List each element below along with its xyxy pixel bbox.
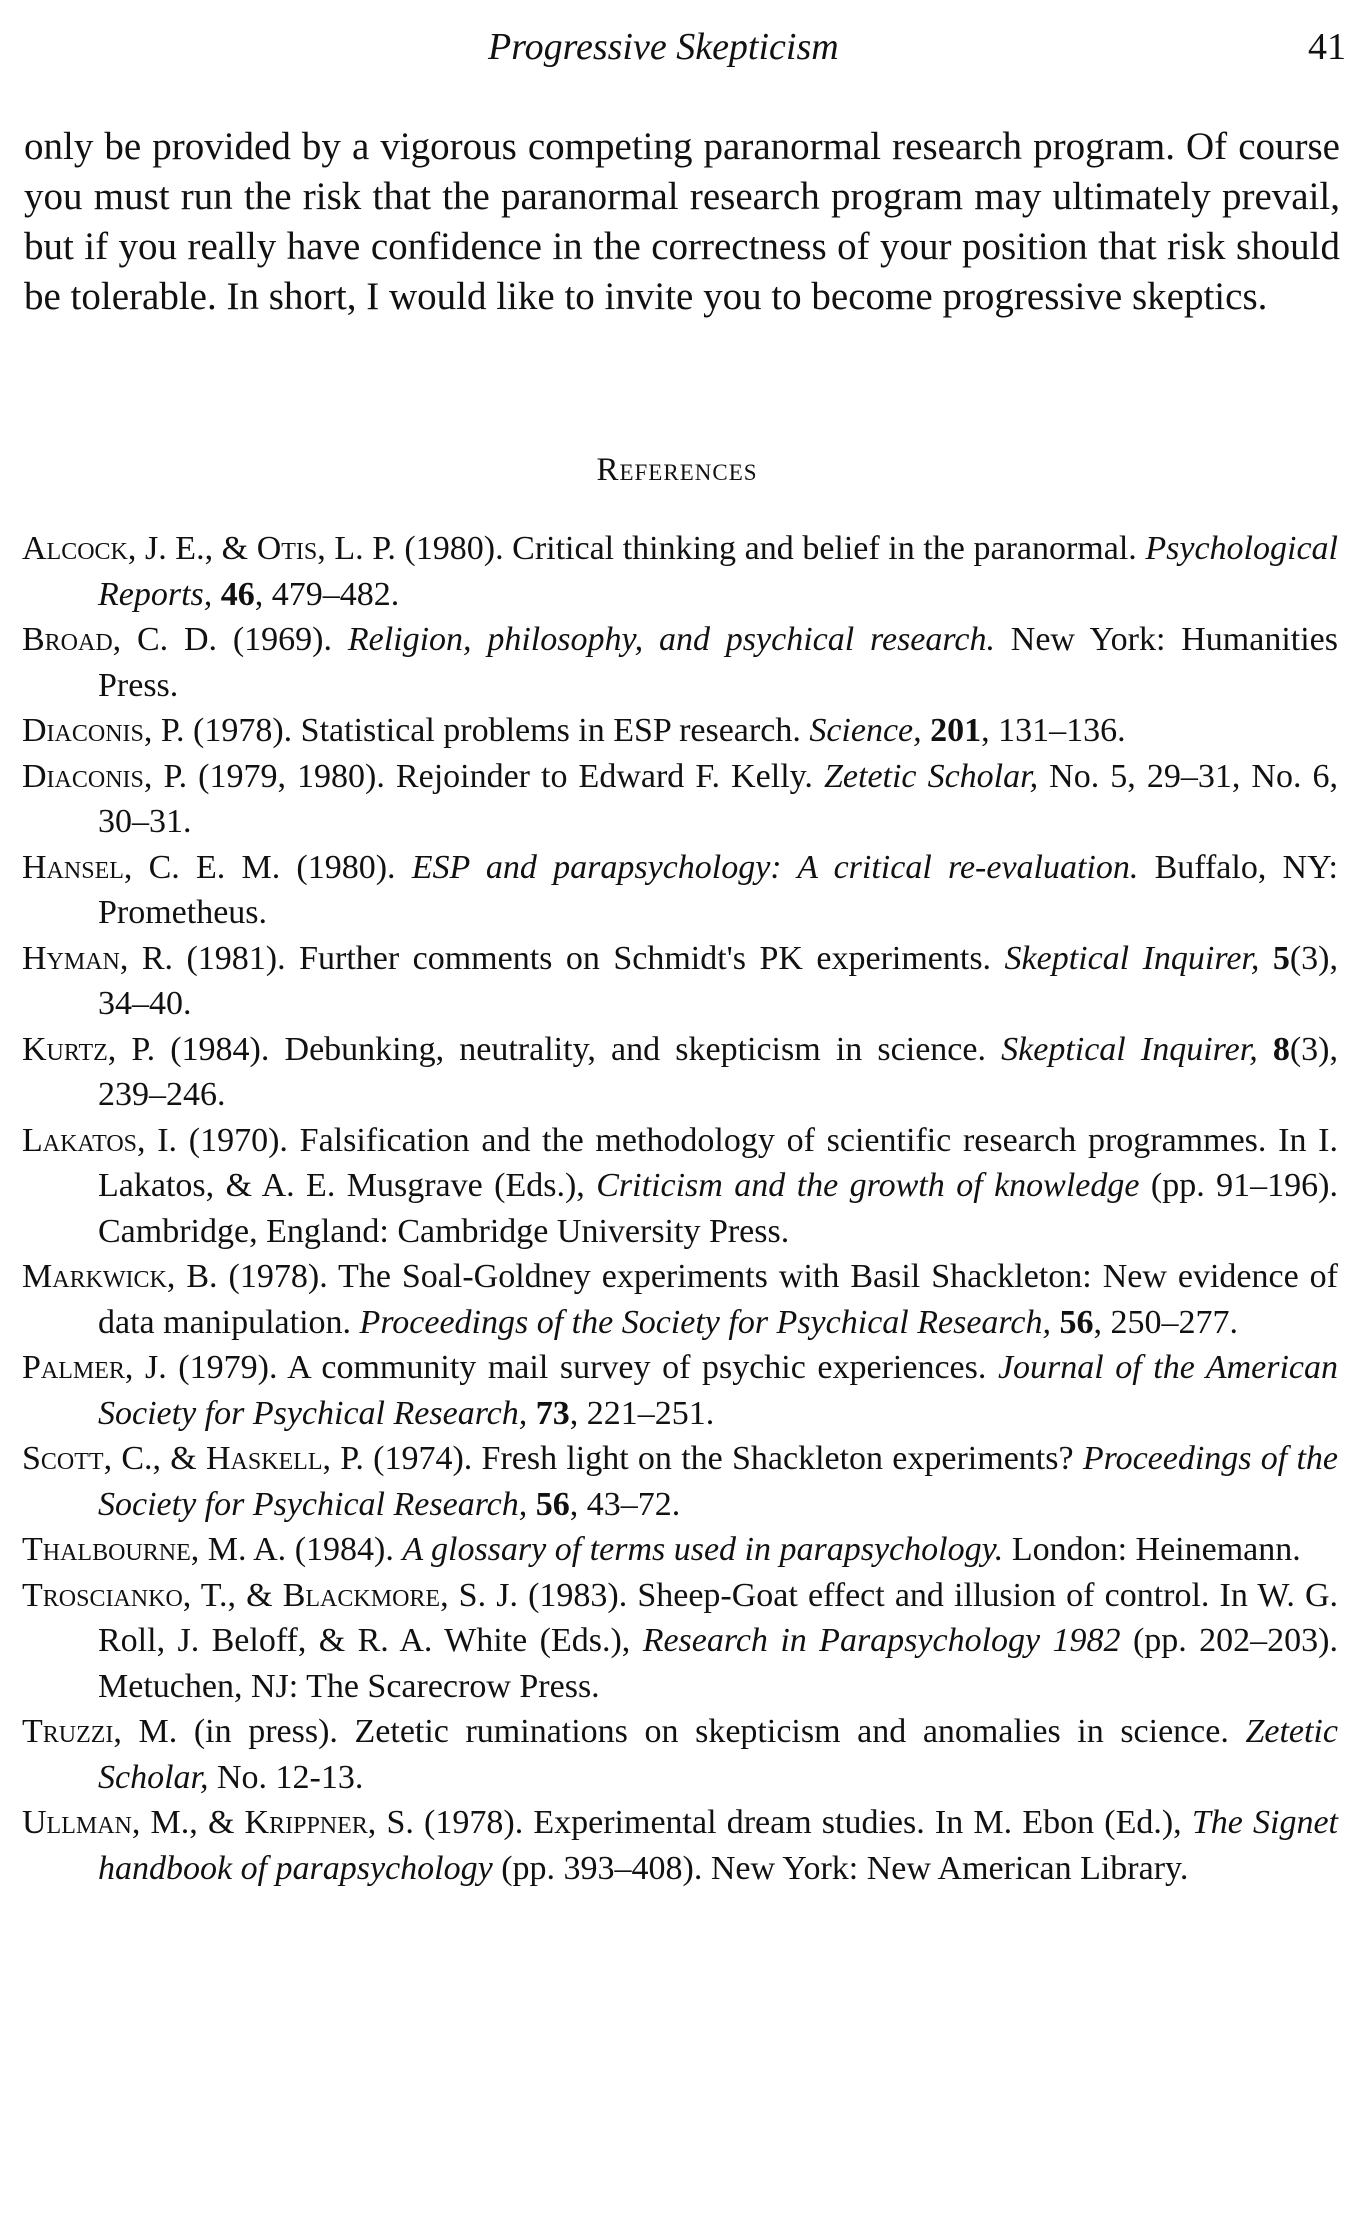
reference-source: Psychological Reports, [98,530,1338,613]
reference-entry [22,1709,1338,1800]
reference-tail: No. 5, 29–31, No. 6, 30–31. [98,757,1339,840]
reference-text: (1969). [217,621,348,658]
reference-source: ESP and parapsychology: A critical re-evaluation. [411,848,1139,886]
body-paragraph: only be provided by a vigorous competing paranormal research program. Of course you must run the risk that the paranormal research program may ultimately prevail, but if you really have confidence in the correctness of your position that risk should be tolerable. In short, I would like to invite you to become progressive skeptics. [24,125,1340,318]
reference-tail: Buffalo, NY: Prometheus. [98,848,1338,931]
reference-tail: (pp. 202–203). Metuchen, NJ: The Scarecrow Press. [98,1622,1338,1705]
reference-source: Criticism and the growth of knowledge [596,1167,1140,1204]
reference-authors: Alcock, J. E., & Otis, L. P. [22,530,396,567]
reference-entry [22,1254,1338,1345]
reference-volume: 73 [527,1394,570,1432]
reference-volume: 201 [921,712,982,749]
reference-authors: Scott, C., & Haskell, P. [22,1440,364,1477]
reference-entry [22,526,1338,617]
reference-source: Zetetic Scholar, [824,757,1039,795]
reference-text: (1980). [280,848,412,886]
reference-authors: Diaconis, P. [22,757,188,795]
reference-text: (in press). Zetetic ruminations on skepticism and anomalies in science. [177,1713,1246,1750]
running-head [0,22,1354,72]
reference-entry [22,1573,1338,1710]
reference-volume: 56 [527,1485,570,1523]
reference-authors: Hansel, C. E. M. [22,848,281,886]
reference-authors: Thalbourne, M. A. [22,1531,287,1568]
reference-text: (1980). Critical thinking and belief in the paranormal. [395,530,1146,567]
reference-entry [22,754,1338,845]
reference-authors: Palmer, J. [22,1349,167,1386]
reference-entry [22,845,1338,936]
reference-tail: (pp. 393–408). New York: New American Library. [492,1849,1189,1887]
reference-source: Religion, philosophy, and psychical research. [347,621,995,658]
reference-volume: 46 [212,575,255,613]
reference-authors: Diaconis, P. [22,712,185,749]
reference-text: (1983). Sheep-Goat effect and illusion of control. In W. G. Roll, J. Beloff, & R. A. White (Eds.), [98,1576,1338,1659]
reference-source: Research in Parapsychology 1982 [642,1622,1121,1659]
reference-entry [22,1027,1338,1118]
reference-source: The Signet handbook of parapsychology [98,1804,1338,1887]
reference-authors: Troscianko, T., & Blackmore, S. J. [22,1576,518,1614]
reference-authors: Kurtz, P. [22,1030,156,1068]
reference-source: Proceedings of the Society for Psychical Research, [359,1303,1051,1341]
reference-entry [22,1527,1338,1573]
reference-source: Proceedings of the Society for Psychical Research, [98,1440,1339,1523]
reference-authors: Markwick, B. [22,1258,218,1295]
reference-entry [22,1800,1338,1891]
reference-entry [22,1118,1338,1255]
reference-volume: 8 [1257,1030,1290,1068]
reference-entry [22,617,1338,708]
reference-tail: , 43–72. [569,1485,681,1523]
reference-source: Skeptical Inquirer, [1001,1030,1258,1068]
reference-text: (1978). Statistical problems in ESP research. [184,712,810,749]
reference-source: Skeptical Inquirer, [1004,939,1260,977]
reference-text: (1984). [286,1531,403,1568]
reference-text: (1979). A community mail survey of psychic experiences. [166,1349,998,1386]
reference-text: (1978). Experimental dream studies. In M. Ebon (Ed.), [413,1804,1192,1841]
reference-entry [22,708,1338,754]
reference-text: (1974). Fresh light on the Shackleton experiments? [363,1440,1083,1477]
reference-authors: Truzzi, M. [22,1713,178,1750]
reference-text: (1970). Falsification and the methodology of scientific research programmes. In I. Lakatos, & A. E. Musgrave (Eds.), [98,1121,1338,1204]
reference-tail: New York: Humanities Press. [98,621,1338,704]
reference-source: Journal of the American Society for Psychical Research, [98,1349,1338,1432]
reference-authors: Lakatos, I. [22,1121,178,1159]
reference-tail: , 250–277. [1093,1303,1238,1341]
reference-volume: 56 [1050,1303,1094,1341]
reference-authors: Broad, C. D. [22,621,218,658]
reference-text: (1979, 1980). Rejoinder to Edward F. Kelly. [187,757,824,795]
reference-tail: (3), 34–40. [98,939,1339,1022]
reference-entry [22,936,1338,1027]
reference-tail: , 479–482. [254,575,400,613]
reference-authors: Hyman, R. [22,939,174,977]
running-title: Progressive Skepticism [488,26,839,68]
reference-text: (1981). Further comments on Schmidt's PK experiments. [173,939,1005,977]
reference-text: (1984). Debunking, neutrality, and skepticism in science. [155,1030,1002,1068]
reference-authors: Ullman, M., & Krippner, S. [22,1804,414,1841]
reference-entry [22,1345,1338,1436]
reference-tail: , 131–136. [981,712,1126,749]
references-list [22,526,1338,1891]
reference-tail: (pp. 91–196). Cambridge, England: Cambridge University Press. [98,1167,1338,1250]
reference-tail: (3), 239–246. [98,1030,1339,1113]
reference-tail: No. 12-13. [208,1758,364,1796]
page-number: 41 [1308,26,1346,68]
reference-tail: , 221–251. [569,1394,715,1432]
reference-source: A glossary of terms used in parapsychology. [402,1531,1004,1568]
reference-source: Science, [809,712,922,749]
reference-entry [22,1436,1338,1527]
reference-source: Zetetic Scholar, [98,1713,1338,1796]
reference-text: (1978). The Soal-Goldney experiments with Basil Shackleton: New evidence of data manipulation. [98,1258,1338,1341]
reference-volume: 5 [1259,939,1290,977]
references-heading: References [596,452,758,488]
reference-tail: London: Heinemann. [1003,1531,1301,1568]
